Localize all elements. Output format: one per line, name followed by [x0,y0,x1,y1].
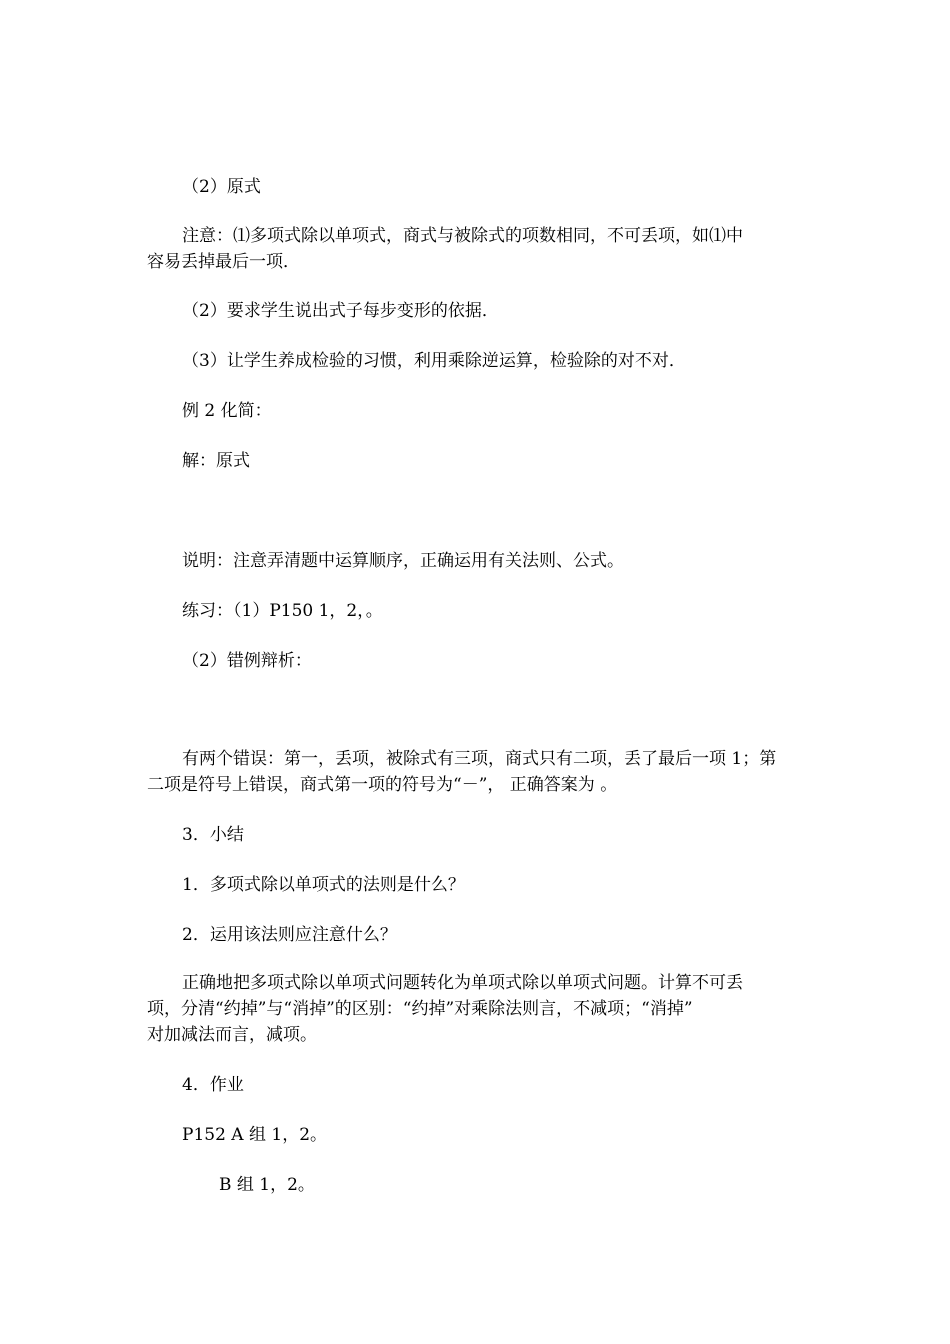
homework-group-b: B 组 1，2。 [219,1175,315,1195]
paragraph-original-expression: （2）原式 [182,177,261,197]
summary-heading: 3．小结 [182,825,244,845]
homework-heading: 4．作业 [182,1075,244,1095]
solution-line: 解：原式 [182,451,250,471]
note-line-3: （3）让学生养成检验的习惯，利用乘除逆运算，检验除的对不对． [182,351,686,371]
conclusion-line-1: 正确地把多项式除以单项式问题转化为单项式除以单项式问题。计算不可丢 [182,973,743,993]
example-2-heading: 例 2 化简： [182,401,272,421]
summary-question-2: 2．运用该法则应注意什么？ [182,925,397,945]
note-line-1-continued: 容易丢掉最后一项． [147,252,300,272]
mistake-analysis-heading: （2）错例辩析： [182,651,312,671]
homework-group-a: P152 A 组 1，2。 [182,1125,328,1145]
errors-line-2: 二项是符号上错误，商式第一项的符号为“－”， 正确答案为 。 [147,775,618,795]
practice-line: 练习：（1）P150 1，2，。 [182,601,383,621]
summary-question-1: 1．多项式除以单项式的法则是什么？ [182,875,465,895]
note-line-2: （2）要求学生说出式子每步变形的依据． [182,301,499,321]
conclusion-line-2: 项，分清“约掉”与“消掉”的区别：“约掉”对乘除法则言，不减项；“消掉” [147,999,693,1019]
note-line-1: 注意：⑴多项式除以单项式，商式与被除式的项数相同，不可丢项，如⑴中 [182,226,743,246]
errors-line-1: 有两个错误：第一，丢项，被除式有三项，商式只有二项，丢了最后一项 1；第 [182,749,777,769]
explanation-line: 说明：注意弄清题中运算顺序，正确运用有关法则、公式。 [182,551,624,571]
conclusion-line-3: 对加减法而言，减项。 [147,1025,317,1045]
